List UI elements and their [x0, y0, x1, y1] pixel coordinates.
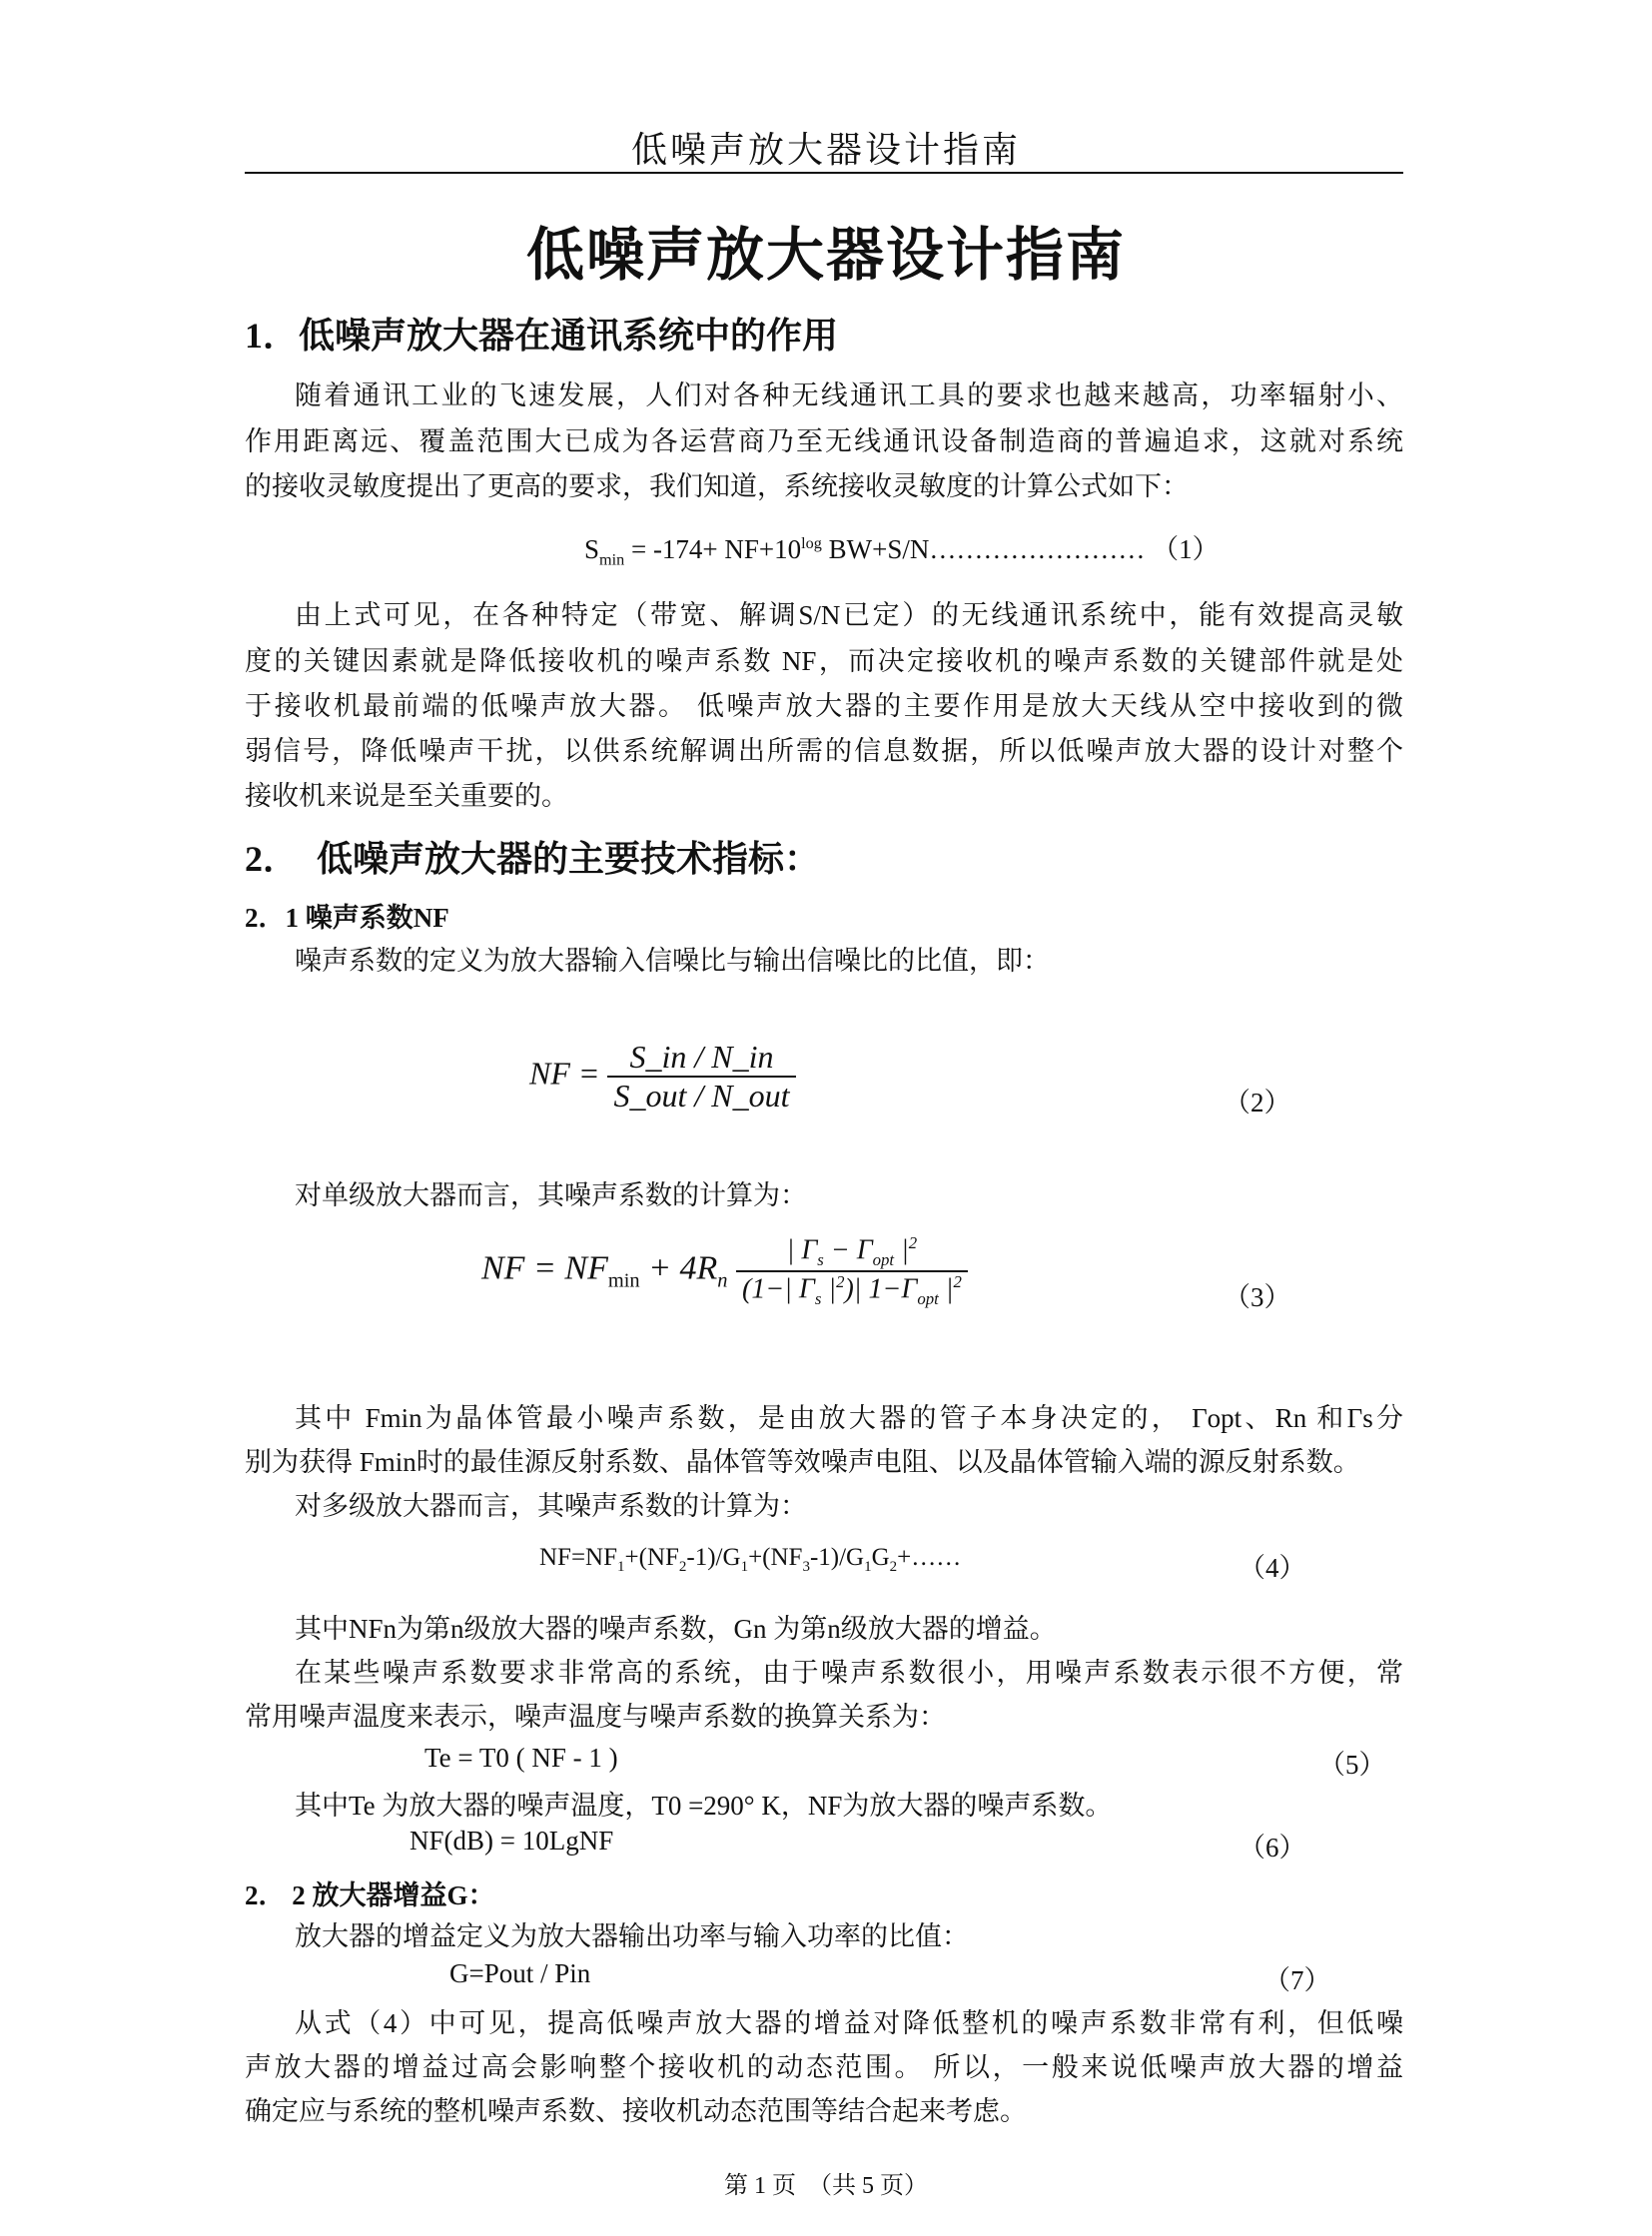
subsection-2-2-heading: 2． 2 放大器增益G： — [245, 1880, 495, 1910]
eq3-number: （3） — [1224, 1282, 1291, 1312]
paragraph-line: 弱信号，降低噪声干扰，以供系统解调出所需的信息数据，所以低噪声放大器的设计对整个 — [245, 736, 1403, 766]
equation-2 — [529, 1039, 796, 1115]
paragraph-line: 作用距离远、覆盖范围大已成为各运营商乃至无线通讯设备制造商的普遍追求，这就对系统 — [245, 426, 1403, 456]
subsection-2-1-heading: 2．1 噪声系数NF — [245, 903, 449, 933]
eq1-lhs: S — [584, 534, 600, 564]
paragraph-line: 度的关键因素就是降低接收机的噪声系数 NF，而决定接收机的噪声系数的关键部件就是处 — [245, 646, 1403, 676]
eq1-rhs2: BW+S/N…………………… — [828, 534, 1146, 564]
paragraph-line: 对多级放大器而言，其噪声系数的计算为： — [295, 1491, 807, 1521]
eq1-log: log — [801, 534, 822, 552]
page-title: 低噪声放大器设计指南 — [525, 223, 1126, 288]
paragraph-line: 声放大器的增益过高会影响整个接收机的动态范围。 所以，一般来说低噪声放大器的增益 — [245, 2052, 1403, 2082]
eq1-number: （1） — [1152, 534, 1220, 564]
eq2-denominator: S_out / N_out — [613, 1078, 790, 1114]
eq6-number: （6） — [1239, 1833, 1306, 1863]
header-rule — [245, 172, 1403, 174]
eq2-fraction — [607, 1039, 795, 1115]
section-1-heading: 1．低噪声放大器在通讯系统中的作用 — [245, 316, 839, 356]
paragraph-line: 噪声系数的定义为放大器输入信噪比与输出信噪比的比值，即： — [295, 946, 1050, 976]
page-footer: 第 1 页 （共 5 页） — [724, 2173, 928, 2199]
paragraph-line: 的接收灵敏度提出了更高的要求，我们知道，系统接收灵敏度的计算公式如下： — [245, 471, 1189, 501]
eq1-rhs1: = -174+ NF+10 — [630, 534, 802, 564]
paragraph-line: 接收机来说是至关重要的。 — [245, 781, 568, 811]
eq2-number: （2） — [1224, 1088, 1291, 1118]
paragraph-line: 于接收机最前端的低噪声放大器。 低噪声放大器的主要作用是放大天线从空中接收到的微 — [245, 691, 1403, 721]
paragraph-line: 常用噪声温度来表示，噪声温度与噪声系数的换算关系为： — [245, 1702, 946, 1732]
paragraph-line: 确定应与系统的整机噪声系数、接收机动态范围等结合起来考虑。 — [245, 2096, 1027, 2126]
paragraph-line: 在某些噪声系数要求非常高的系统，由于噪声系数很小，用噪声系数表示很不方便，常 — [295, 1658, 1403, 1688]
paragraph-line: 其中Te 为放大器的噪声温度，T0 =290° K，NF为放大器的噪声系数。 — [295, 1791, 1113, 1821]
eq2-lhs: NF = — [529, 1055, 600, 1092]
running-header: 低噪声放大器设计指南 — [630, 130, 1021, 170]
paragraph-line: 其中NFn为第n级放大器的噪声系数，Gn 为第n级放大器的增益。 — [295, 1614, 1057, 1644]
equation-4: $NF=NF_1+(NF_2-1)/G_1+(NF_3-1)/G_1G_2+\dots\dots$ — [539, 1544, 962, 1575]
paragraph-line: 由上式可见，在各种特定（带宽、解调S/N已定）的无线通讯系统中，能有效提高灵敏 — [295, 600, 1403, 630]
section-2-heading: 2． 低噪声放大器的主要技术指标： — [245, 839, 821, 879]
equation-1 — [584, 527, 1220, 569]
equation-6: NF(dB) = 10LgNF — [410, 1826, 614, 1856]
eq2-numerator: S_in / N_in — [607, 1039, 795, 1078]
equation-3: NF = $NF_{min} + 4R_n$ $\frac{| \Gamma_s - \Gamma_{opt} |^2}{(1-| \Gamma_s |^2)| 1-\Gamma_{opt} |^2}$ — [481, 1233, 968, 1309]
equation-5: Te = T0 ( NF - 1 ) — [424, 1743, 618, 1773]
paragraph-line: 对单级放大器而言，其噪声系数的计算为： — [295, 1180, 807, 1210]
paragraph-line: 从式（4）中可见，提高低噪声放大器的增益对降低整机的噪声系数非常有利，但低噪 — [295, 2008, 1403, 2038]
eq5-number: （5） — [1318, 1750, 1386, 1780]
paragraph-line: 别为获得 Fmin时的最佳源反射系数、晶体管等效噪声电阻、以及晶体管输入端的源反射系数。 — [245, 1447, 1360, 1477]
eq4-number: （4） — [1239, 1553, 1306, 1583]
equation-7: G=Pout / Pin — [449, 1958, 591, 1988]
paragraph-line: 随着通讯工业的飞速发展，人们对各种无线通讯工具的要求也越来越高，功率辐射小、 — [295, 380, 1403, 410]
paragraph-line: 其中 Fmin为晶体管最小噪声系数，是由放大器的管子本身决定的， Γopt、Rn 和Γs分 — [295, 1403, 1403, 1433]
paragraph-line: 放大器的增益定义为放大器输出功率与输入功率的比值： — [295, 1921, 969, 1951]
eq7-number: （7） — [1263, 1965, 1331, 1995]
eq1-sub: min — [599, 550, 625, 569]
